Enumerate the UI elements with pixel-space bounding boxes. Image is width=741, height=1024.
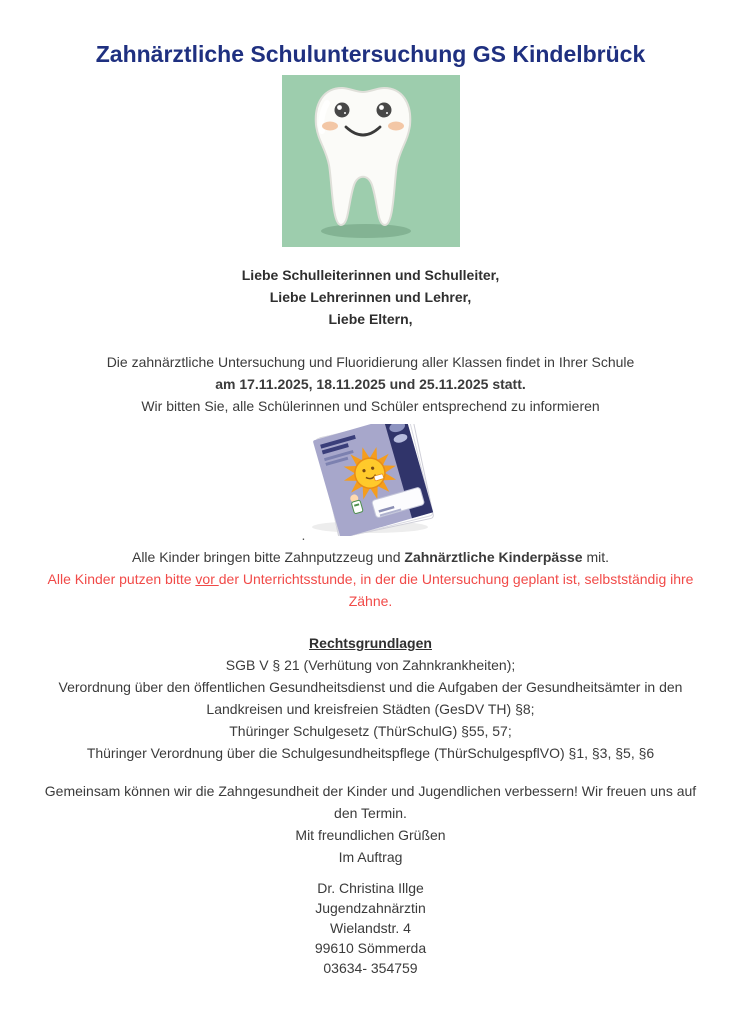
signature-role: Jugendzahnärztin — [315, 900, 426, 916]
greeting-line: Liebe Schulleiterinnen und Schulleiter, — [241, 267, 500, 283]
regards-line: Mit freundlichen Grüßen — [295, 827, 446, 843]
page-title: Zahnärztliche Schuluntersuchung GS Kindelbrück — [95, 41, 646, 67]
legal-line: Verordnung über den öffentlichen Gesundheitsdienst und die Aufgaben der Gesundheitsämter in den — [58, 679, 683, 695]
warning-paragraph — [0, 568, 741, 612]
smiling-tooth-icon — [282, 75, 460, 247]
signature-street: Wielandstr. 4 — [330, 920, 411, 936]
intro-paragraph — [0, 351, 741, 417]
signature-phone: 03634- 354759 — [323, 960, 418, 976]
closing-line: Gemeinsam können wir die Zahngesundheit der Kinder und Jugendlichen verbessern! Wir freuen uns auf — [44, 783, 697, 799]
im-auftrag-line: Im Auftrag — [338, 849, 403, 865]
greeting-line: Liebe Lehrerinnen und Lehrer, — [269, 289, 472, 305]
intro-line: Die zahnärztliche Untersuchung und Fluoridierung aller Klassen findet in Ihrer Schule — [106, 354, 635, 370]
warning-post-text: der Unterrichtsstunde, in der die Untersuchung geplant ist, selbstständig ihre — [218, 571, 694, 587]
kinderpass-booklet-image — [0, 424, 741, 536]
closing-block — [0, 780, 741, 868]
kinderpass-bold-text: Zahnärztliche Kinderpässe — [404, 549, 583, 565]
greeting-line: Liebe Eltern, — [328, 311, 413, 327]
warning-line: Zähne. — [348, 593, 393, 609]
intro-line: Wir bitten Sie, alle Schülerinnen und Schüler entsprechend zu informieren — [141, 398, 600, 414]
warning-line — [0, 568, 741, 590]
warning-pre-text: Alle Kinder putzen bitte — [47, 571, 196, 587]
closing-line: den Termin. — [334, 805, 407, 821]
exam-dates-line: am 17.11.2025, 18.11.2025 und 25.11.2025 statt. — [215, 376, 526, 392]
legal-line: Thüringer Schulgesetz (ThürSchulG) §55, 57; — [229, 723, 512, 739]
tooth-image — [0, 75, 741, 247]
legal-line: Thüringer Verordnung über die Schulgesundheitspflege (ThürSchulgespflVO) §1, §3, §5, §6 — [86, 745, 655, 761]
signature-city: 99610 Sömmerda — [314, 940, 427, 956]
bring-post-text: mit. — [582, 549, 610, 565]
bring-items-line — [0, 546, 741, 568]
legal-line: Landkreisen und kreisfreien Städten (GesDV TH) §8; — [206, 701, 535, 717]
signature-name: Dr. Christina Illge — [317, 880, 424, 896]
warning-underlined-vor: vor — [195, 571, 219, 587]
legal-line: SGB V § 21 (Verhütung von Zahnkrankheiten); — [225, 657, 516, 673]
kinderpass-booklet-icon — [296, 424, 446, 536]
bring-pre-text: Alle Kinder bringen bitte Zahnputzzeug und — [131, 549, 405, 565]
greeting-block — [0, 264, 741, 330]
period-dot: . — [301, 527, 306, 543]
signature-block — [0, 878, 741, 978]
legal-section — [0, 632, 741, 764]
legal-heading: Rechtsgrundlagen — [309, 635, 432, 651]
